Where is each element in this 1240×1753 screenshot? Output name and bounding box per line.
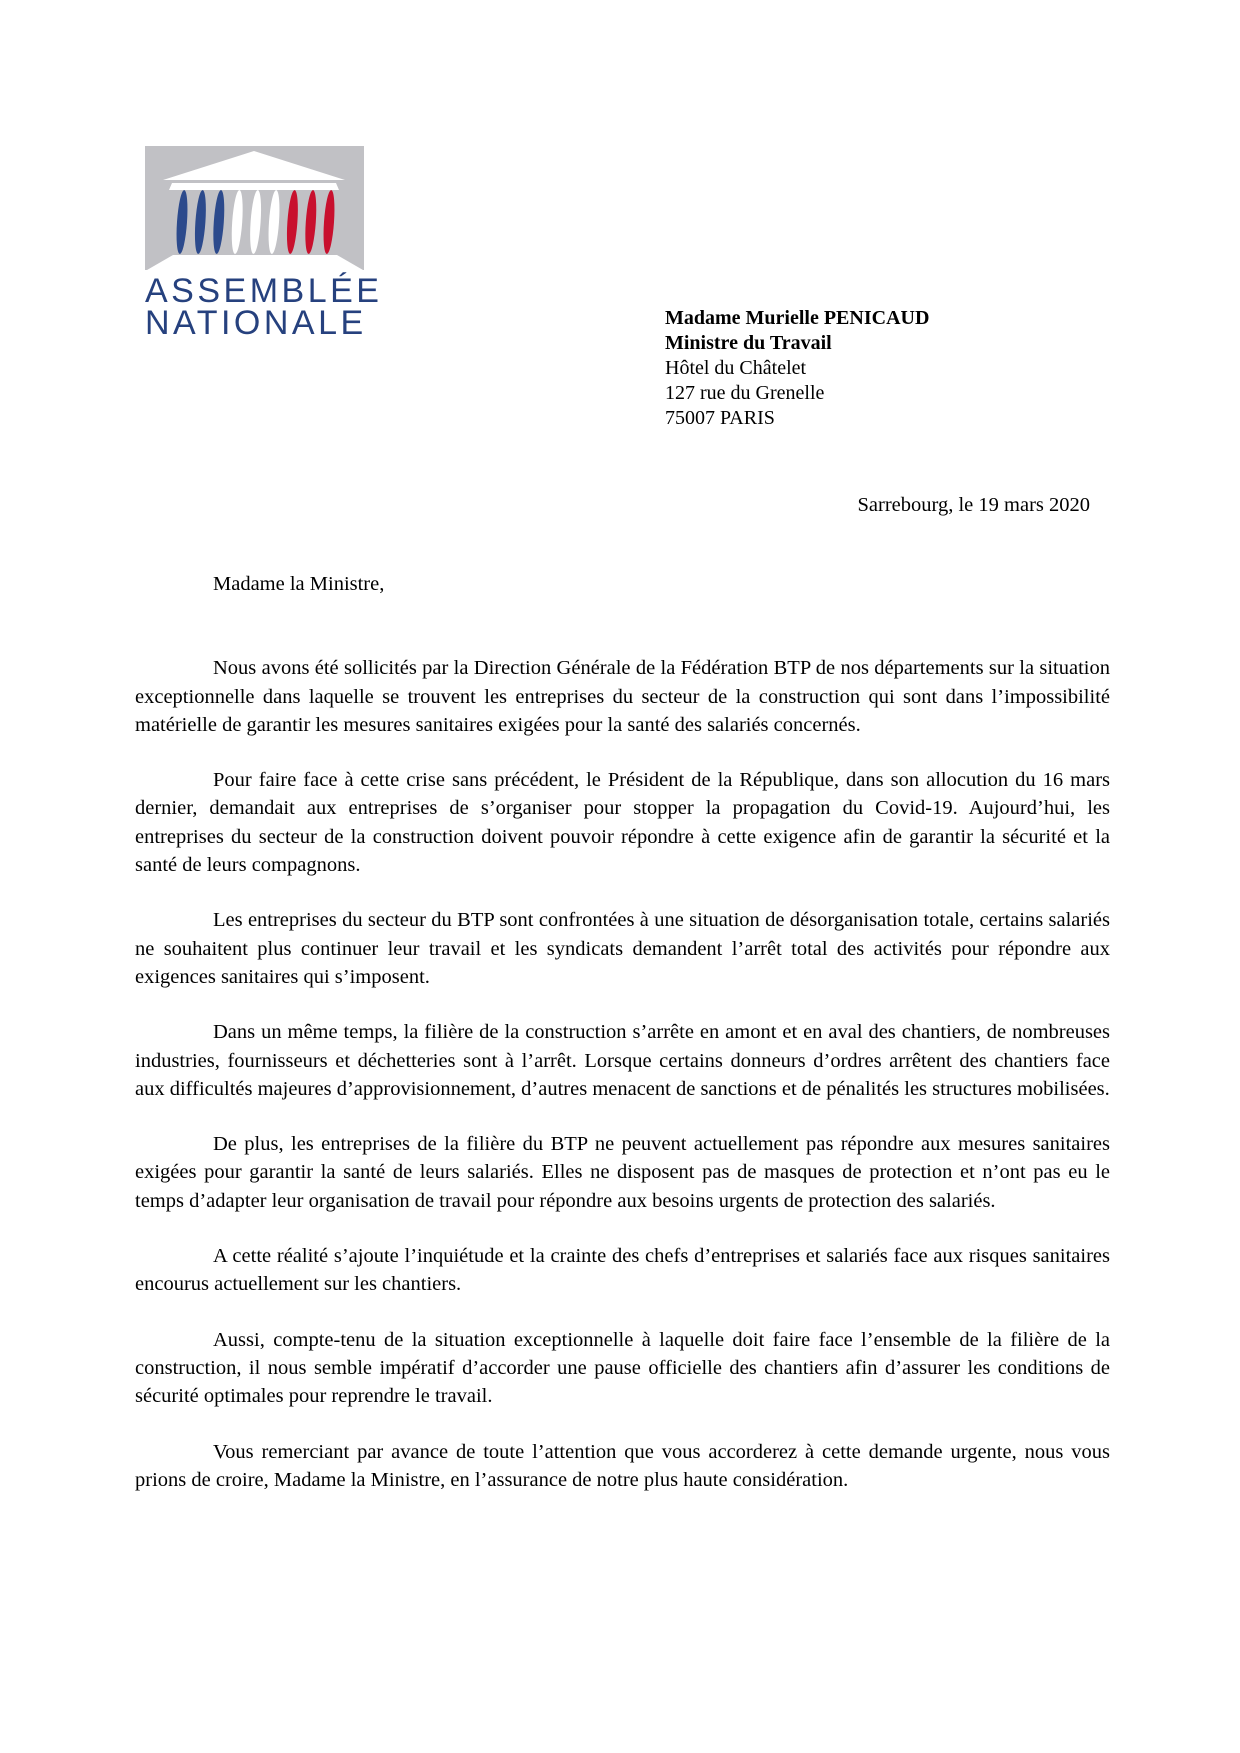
recipient-name: Madame Murielle PENICAUD xyxy=(665,307,930,329)
letter-paragraph: Nous avons été sollicités par la Direction Générale de la Fédération BTP de nos départements sur la situation exceptionnelle dans laquelle se trouvent les entreprises du secteur de la construction qui sont dans l’impossibilité matérielle de garantir les mesures sanitaires exigées pour la santé des salariés concernés. xyxy=(135,657,1110,736)
salutation: Madame la Ministre, xyxy=(213,573,385,595)
letter-paragraph: Vous remerciant par avance de toute l’attention que vous accorderez à cette demande urgente, nous vous prions de croire, Madame la Ministre, en l’assurance de notre plus haute considération. xyxy=(135,1440,1110,1491)
logo-wordmark-line1: ASSEMBLÉE xyxy=(145,272,383,310)
letter-paragraph: Les entreprises du secteur du BTP sont confrontées à une situation de désorganisation totale, certains salariés ne souhaitent plus continuer leur travail et les syndicats demandent l’arrêt total des activités pour répondre aux exigences sanitaires qui s’imposent. xyxy=(135,909,1110,988)
logo-wordmark xyxy=(145,272,383,342)
letter-paragraph: Pour faire face à cette crise sans précédent, le Président de la République, dans son allocution du 16 mars dernier, demandait aux entreprises de s’organiser pour stopper la propagation du Covid-19. Aujourd’hui, les entreprises du secteur de la construction doivent pouvoir répondre à cette exigence afin de garantir la sécurité et la santé de leurs compagnons. xyxy=(135,769,1110,877)
recipient-address-line2: 127 rue du Grenelle xyxy=(665,382,825,404)
recipient-address-line1: Hôtel du Châtelet xyxy=(665,357,807,379)
letter-paragraph: De plus, les entreprises de la filière du BTP ne peuvent actuellement pas répondre aux mesures sanitaires exigées pour garantir la santé de leurs salariés. Elles ne disposent pas de masques de protection et n’ont pas eu le temps d’adapter leur organisation de travail pour répondre aux besoins urgents de protection des salariés. xyxy=(135,1133,1110,1212)
letter-paragraph: A cette réalité s’ajoute l’inquiétude et la crainte des chefs d’entreprises et salariés face aux risques sanitaires encourus actuellement sur les chantiers. xyxy=(135,1245,1110,1296)
pediment-columns-icon xyxy=(145,146,364,270)
recipient-address-line3: 75007 PARIS xyxy=(665,407,775,429)
recipient-block xyxy=(665,306,929,431)
letter-paragraph: Aussi, compte-tenu de la situation exceptionnelle à laquelle doit faire face l’ensemble de la filière de la construction, il nous semble impératif d’accorder une pause officielle des chantiers afin d’assurer les conditions de sécurité optimales pour reprendre le travail. xyxy=(135,1328,1110,1408)
letter-body xyxy=(135,570,1110,1521)
assemblee-nationale-logo xyxy=(145,146,383,342)
date-line: Sarrebourg, le 19 mars 2020 xyxy=(857,494,1090,516)
logo-wordmark-line2: NATIONALE xyxy=(145,304,367,342)
recipient-title: Ministre du Travail xyxy=(665,332,832,354)
letter-paragraph: Dans un même temps, la filière de la construction s’arrête en amont et en aval des chantiers, de nombreuses industries, fournisseurs et déchetteries sont à l’arrêt. Lorsque certains donneurs d’ordres arrêtent des chantiers face aux difficultés majeures d’approvisionnement, d’autres menacent de sanctions et de pénalités les structures mobilisées. xyxy=(135,1021,1110,1100)
